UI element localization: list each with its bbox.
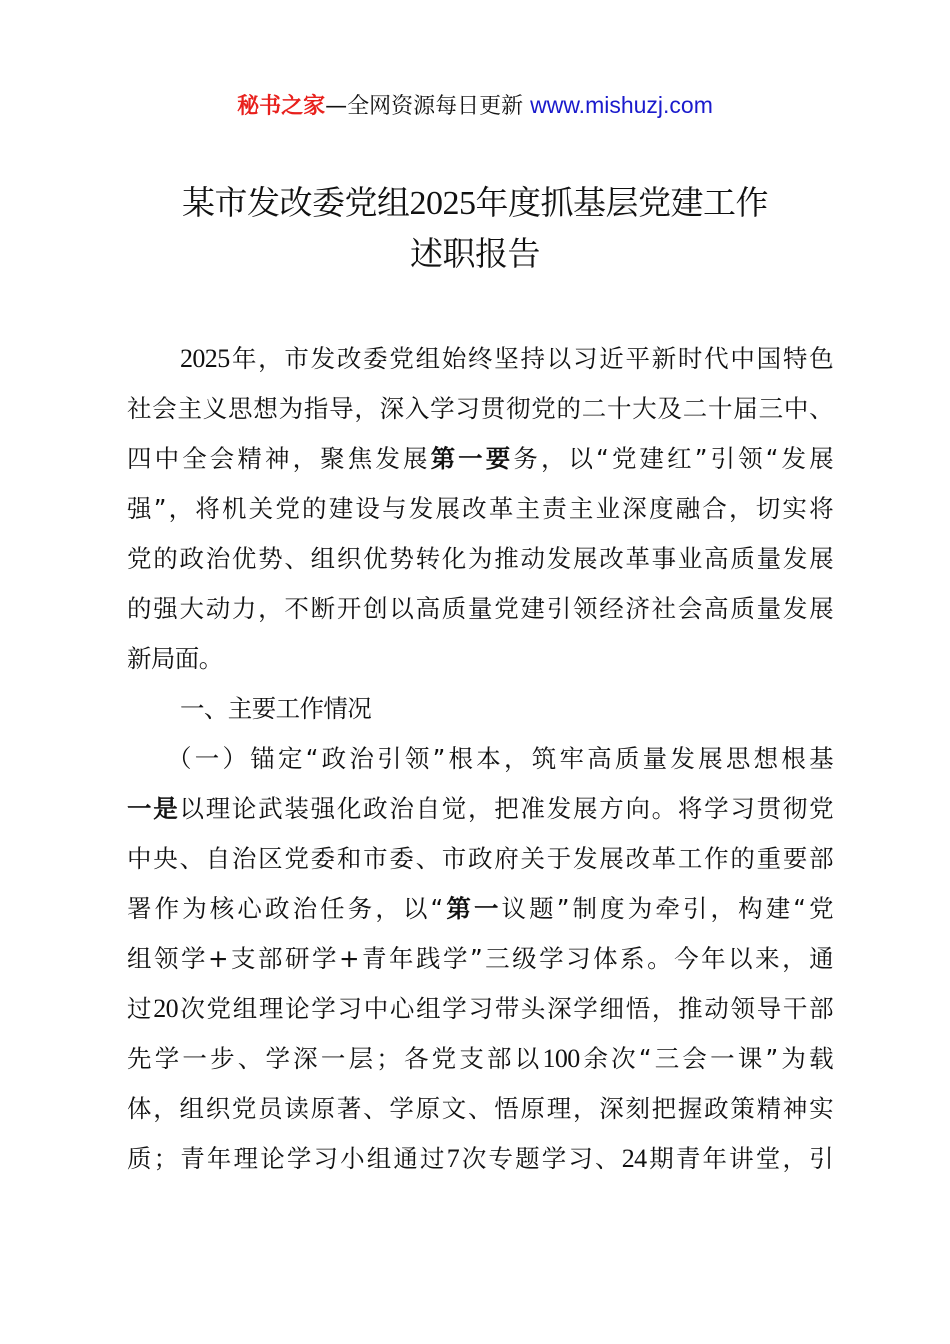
line-text: 余次“三会一课”为载 <box>579 1044 834 1073</box>
section-heading: 一、主要工作情况 <box>180 694 372 723</box>
year-number: 2025 <box>180 344 230 373</box>
intro-paragraph-line: 党的政治优势、组织优势转化为推动发展改革事业高质量发展 <box>127 544 833 573</box>
document-title <box>0 178 950 279</box>
intro-paragraph-line: 社会主义思想为指导，深入学习贯彻党的二十大及二十届三中、 <box>127 394 833 423</box>
bold-text: 一是 <box>127 794 180 823</box>
line-text: 年，市发改委党组始终坚持以习近平新时代中国特色 <box>229 344 833 373</box>
subsection-heading: （一）锚定“政治引领”根本，筑牢高质量发展思想根基 <box>167 744 833 773</box>
line-text: 过 <box>127 994 154 1023</box>
line-text: 务，以“党建红”引领“发展 <box>513 444 833 473</box>
header-slogan: —全网资源每日更新 <box>325 94 524 119</box>
line-text: 次党组理论学习中心组学习带头深学细悟，推动领导干部 <box>178 994 833 1023</box>
intro-paragraph-line: 新局面。 <box>127 644 223 673</box>
paragraph-line <box>127 984 833 1034</box>
title-text: 某市发改委党组 <box>182 183 410 222</box>
paragraph-line: 组领学+支部研学+青年践学”三级学习体系。今年以来，通 <box>127 944 833 973</box>
bold-text: 第一 <box>442 894 502 923</box>
number: 24 <box>621 1144 647 1173</box>
title-line-2: 述职报告 <box>410 234 540 273</box>
number: 100 <box>542 1044 580 1073</box>
site-header <box>0 88 950 124</box>
line-text: 质；青年理论学习小组通过 <box>127 1144 447 1173</box>
title-year: 2025 <box>409 185 476 222</box>
line-text: 次专题学习、 <box>459 1144 622 1173</box>
paragraph-line <box>127 1134 833 1184</box>
line-text: 署作为核心政治任务，以“ <box>127 894 443 923</box>
number: 7 <box>446 1144 460 1173</box>
brand-name: 秘书之家 <box>237 94 326 119</box>
line-text: 以理论武装强化政治自觉，把准发展方向。将学习贯彻党 <box>179 794 833 823</box>
intro-paragraph-line <box>127 334 833 384</box>
paragraph-line <box>127 884 833 934</box>
document-body <box>127 334 833 1184</box>
intro-paragraph-line <box>127 434 833 484</box>
line-text: 先学一步、学深一层；各党支部以 <box>127 1044 543 1073</box>
line-text: 期青年讲堂，引 <box>646 1144 833 1173</box>
paragraph-line <box>127 1034 833 1084</box>
paragraph-line <box>127 784 833 834</box>
intro-paragraph-line: 强”，将机关党的建设与发展改革主责主业深度融合，切实将 <box>127 494 833 523</box>
line-text: 议题”制度为牵引，构建“党 <box>501 894 833 923</box>
site-url-link[interactable]: www.mishuzj.com <box>530 92 713 118</box>
intro-paragraph-line: 的强大动力，不断开创以高质量党建引领经济社会高质量发展 <box>127 594 833 623</box>
paragraph-line: 体，组织党员读原著、学原文、悟原理，深刻把握政策精神实 <box>127 1094 833 1123</box>
bold-text: 第一要 <box>430 444 514 473</box>
title-text: 年度抓基层党建工作 <box>475 183 768 222</box>
number: 20 <box>153 994 179 1023</box>
paragraph-line: 中央、自治区党委和市委、市政府关于发展改革工作的重要部 <box>127 844 833 873</box>
line-text: 四中全会精神，聚焦发展 <box>127 444 431 473</box>
title-line-1 <box>0 178 950 229</box>
